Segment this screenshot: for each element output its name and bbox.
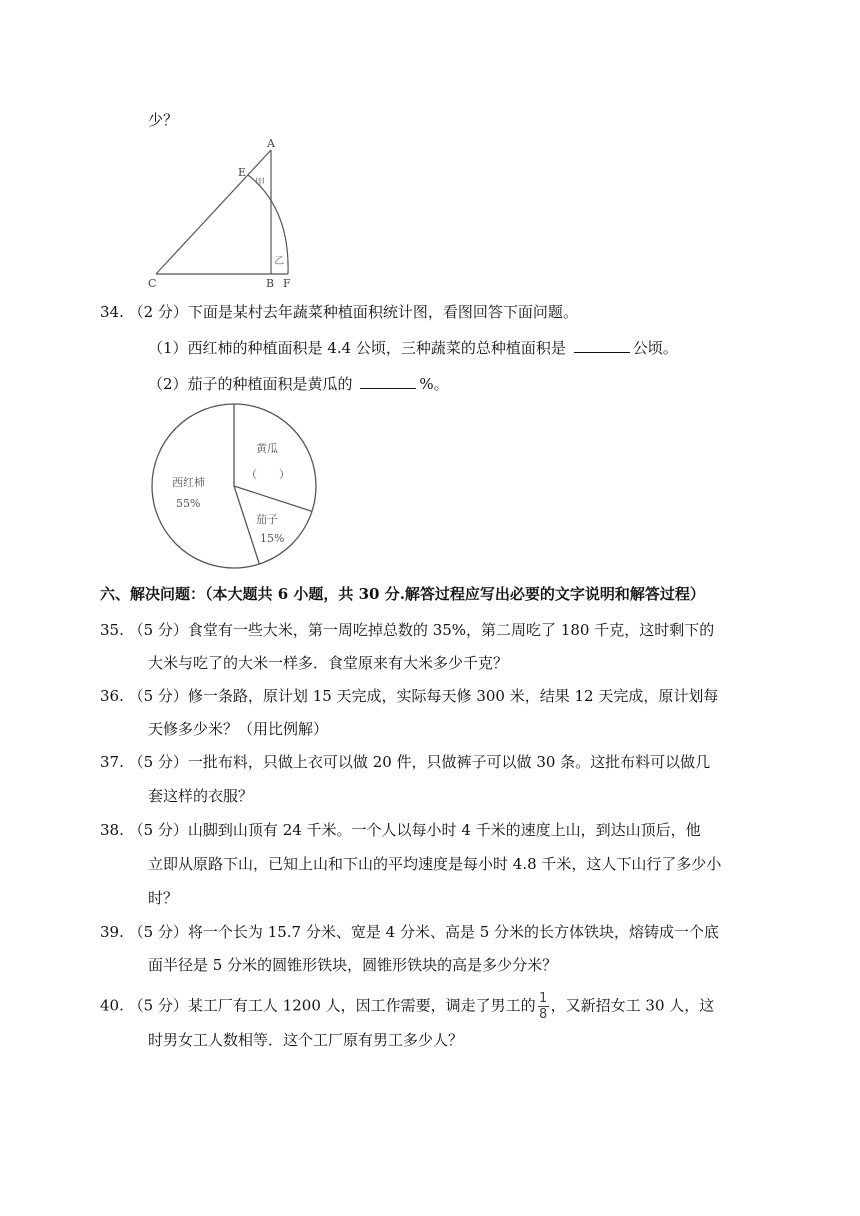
q39-line1: 39. （5 分）将一个长为 15.7 分米、宽是 4 分米、高是 5 分米的长方体铁块，熔铸成一个底: [100, 923, 720, 941]
q40-text-b: ，又新招女工 30 人，这: [550, 996, 715, 1015]
answer-blank-1: [574, 338, 630, 353]
label-E: E: [238, 166, 247, 179]
slice-value-cucumber: （ ）: [246, 468, 290, 481]
label-yi: 乙: [274, 256, 284, 267]
q34-sub1: [148, 338, 678, 358]
slice-label-eggplant: 茄子: [256, 513, 278, 526]
q38-line1: 38. （5 分）山脚到山顶有 24 千米。一个人以每小时 4 千米的速度上山，到达山顶后，他: [100, 821, 701, 839]
slice-label-tomato: 西红柿: [172, 476, 205, 489]
q34-sub2-unit: %。: [419, 375, 449, 393]
slice-value-tomato: 55%: [176, 497, 201, 510]
fraction-numerator: 1: [539, 991, 548, 1006]
label-F: F: [283, 277, 291, 290]
q40-line1: [100, 992, 714, 1021]
q37-line2: 套这样的衣服？: [148, 787, 254, 805]
q35-line2: 大米与吃了的大米一样多．食堂原来有大米多少千克？: [148, 654, 509, 672]
q38-line3: 时？: [148, 889, 179, 907]
segment-CA: [156, 150, 271, 274]
label-B: B: [266, 277, 275, 290]
q40-text-a: 40. （5 分）某工厂有工人 1200 人，因工作需要，调走了男工的: [100, 996, 536, 1015]
q34-stem: 34. （2 分）下面是某村去年蔬菜种植面积统计图，看图回答下面问题。: [100, 303, 578, 321]
q35-line1: 35. （5 分）食堂有一些大米，第一周吃掉总数的 35%，第二周吃了 180 千克，这时剩下的: [100, 621, 715, 639]
slice-label-cucumber: 黄瓜: [256, 442, 278, 455]
q36-line1: 36. （5 分）修一条路，原计划 15 天完成，实际每天修 300 米，结果 12 天完成，原计划每: [100, 687, 719, 705]
fraction-one-eighth: [538, 992, 549, 1021]
slice-value-eggplant: 15%: [260, 532, 285, 545]
fraction-denominator: 8: [539, 1007, 548, 1022]
section-6-header: 六、解决问题：（本大题共 6 小题，共 30 分.解答过程应写出必要的文字说明和解答过程）: [100, 585, 705, 603]
q40-line2: 时男女工人数相等．这个工厂原有男工多少人？: [148, 1031, 464, 1049]
q34-sub1-text: （1）西红柿的种植面积是 4.4 公顷，三种蔬菜的总种植面积是: [148, 339, 571, 357]
q38-line2: 立即从原路下山，已知上山和下山的平均速度是每小时 4.8 千米，这人下山行了多少小: [148, 855, 722, 873]
label-jia: 甲: [255, 178, 265, 189]
label-A: A: [267, 138, 275, 150]
q39-line2: 面半径是 5 分米的圆锥形铁块，圆锥形铁块的高是多少分米？: [148, 956, 558, 974]
previous-question-tail: 少？: [148, 111, 179, 129]
q34-sub2-text: （2）茄子的种植面积是黄瓜的: [148, 375, 358, 393]
q34-sub2: [148, 374, 449, 394]
answer-blank-2: [360, 374, 416, 389]
q36-line2: 天修多少米？（用比例解）: [148, 720, 329, 738]
label-C: C: [148, 277, 157, 290]
pie-chart: [140, 400, 330, 572]
q37-line1: 37. （5 分）一批布料，只做上衣可以做 20 件，只做裤子可以做 30 条。这批布料可以做几: [100, 753, 711, 771]
q34-sub1-unit: 公顷。: [632, 339, 678, 357]
geometry-figure: [140, 138, 300, 290]
